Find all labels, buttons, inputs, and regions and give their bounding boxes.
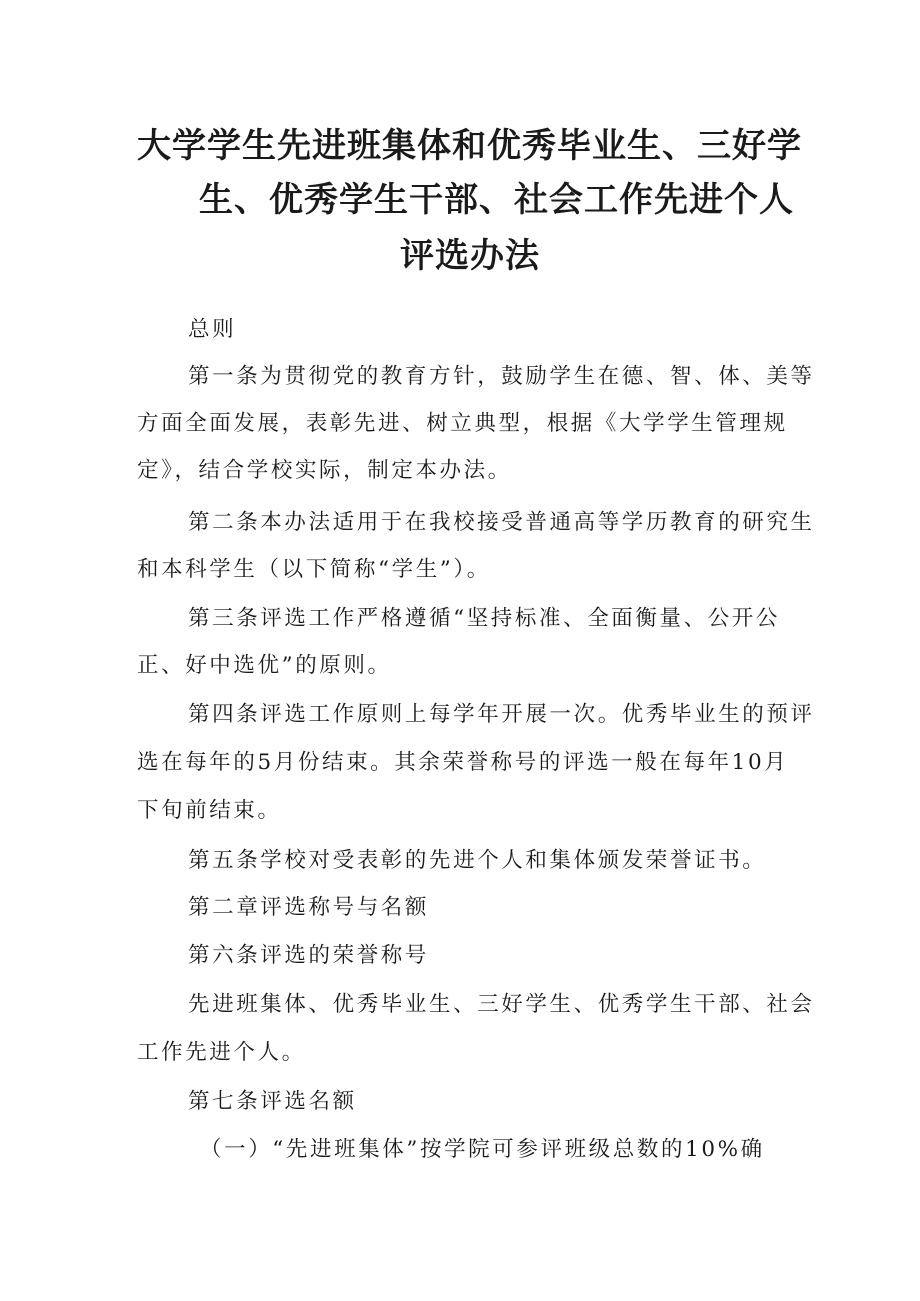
article-1-line-2: 方面全面发展，表彰先进、树立典型，根据《大学学生管理规 <box>137 411 788 436</box>
document-title-line-3: 评选办法 <box>400 236 540 276</box>
article-4-line-3: 下旬前结束。 <box>137 798 282 823</box>
article-3-line-1: 第三条评选工作严格遵循“坚持标准、全面衡量、公开公 <box>188 606 780 631</box>
article-2-line-2: 和本科学生（以下简称“学生”）。 <box>137 557 491 582</box>
article-1-line-3: 定》，结合学校实际，制定本办法。 <box>137 458 512 483</box>
article-1-line-1: 第一条为贯彻党的教育方针，鼓励学生在德、智、体、美等 <box>188 364 815 389</box>
article-7-line-1: 第七条评选名额 <box>188 1089 357 1114</box>
document-title-line-2: 生、优秀学生干部、社会工作先进个人 <box>199 180 794 220</box>
article-6-line-1: 第六条评选的荣誉称号 <box>188 943 430 968</box>
honor-titles-line-1: 先进班集体、优秀毕业生、三好学生、优秀学生干部、社会 <box>188 992 815 1017</box>
quota-item-1-line-1: （一）“先进班集体”按学院可参评班级总数的10%确 <box>200 1137 765 1162</box>
article-4-line-1: 第四条评选工作原则上每学年开展一次。优秀毕业生的预评 <box>188 702 815 727</box>
section-heading-general: 总则 <box>188 317 237 342</box>
document-title-line-1: 大学学生先进班集体和优秀毕业生、三好学 <box>137 126 802 166</box>
honor-titles-line-2: 工作先进个人。 <box>137 1040 306 1065</box>
chapter-2-heading: 第二章评选称号与名额 <box>188 895 430 920</box>
article-4-line-2: 选在每年的5月份结束。其余荣誉称号的评选一般在每年10月 <box>137 750 789 775</box>
article-2-line-1: 第二条本办法适用于在我校接受普通高等学历教育的研究生 <box>188 510 815 535</box>
article-3-line-2: 正、好中选优”的原则。 <box>137 653 392 678</box>
article-5-line-1: 第五条学校对受表彰的先进个人和集体颁发荣誉证书。 <box>188 848 767 873</box>
